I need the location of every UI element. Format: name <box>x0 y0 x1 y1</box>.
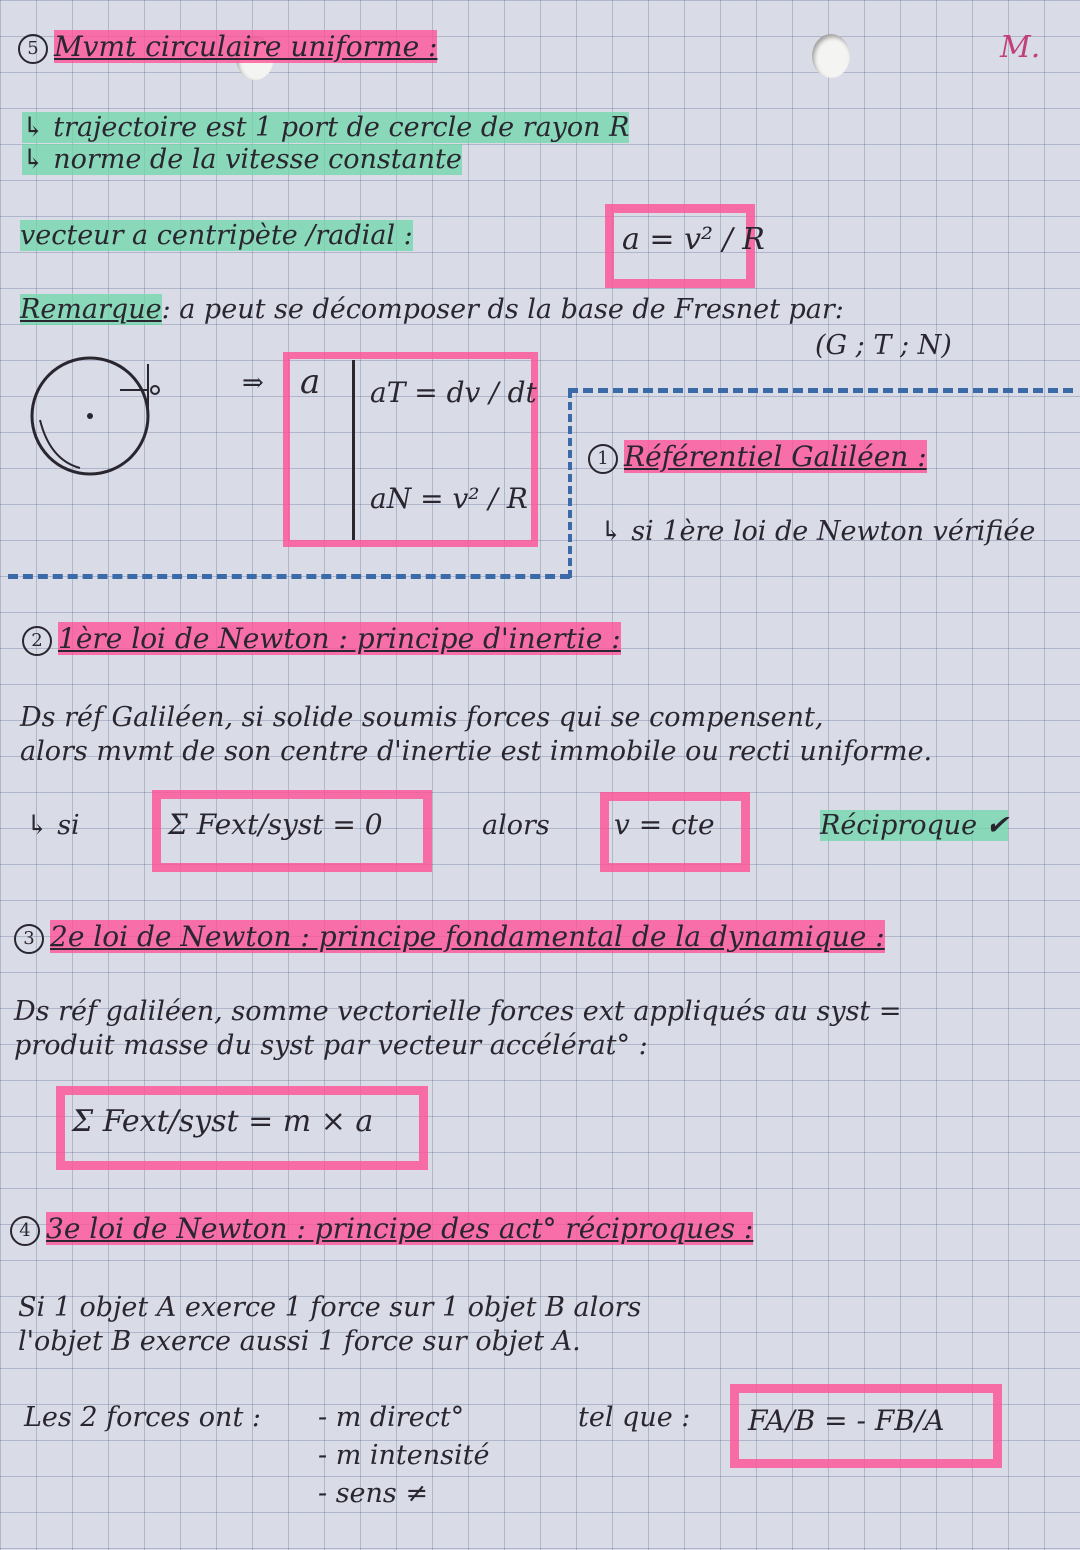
page-number: M. <box>1000 30 1041 65</box>
newton3-prop-direction: - m direct° <box>318 1402 465 1433</box>
newton1-condition-prefix: ↳ si <box>26 810 80 841</box>
newton3-prop-sense: - sens ≠ <box>318 1478 428 1509</box>
remark-line <box>20 292 844 328</box>
newton3-number: 4 <box>10 1216 40 1246</box>
normal-component: aN = v² / R <box>370 482 528 515</box>
newton1-result: v = cte <box>614 808 715 841</box>
newton1-then: alors <box>482 810 550 841</box>
newton1-number: 2 <box>22 626 52 656</box>
rotation-arc <box>40 420 80 468</box>
newton1-line2: alors mvmt de son centre d'inertie est immobile ou recti uniforme. <box>20 736 933 767</box>
bullet-trajectory <box>22 110 629 146</box>
newton2-number: 3 <box>14 924 44 954</box>
newton3-title <box>10 1212 753 1246</box>
tangential-component: aT = dv / dt <box>370 376 537 409</box>
remark-label: Remarque <box>20 294 162 325</box>
newton1-reciprocal <box>820 808 1008 844</box>
bullet-speed-text: ↳ norme de la vitesse constante <box>22 144 462 175</box>
bullet-speed <box>22 142 462 178</box>
vector-line-text: vecteur a centripète /radial : <box>20 220 413 251</box>
section-uniform-title <box>18 30 437 64</box>
referentiel-title <box>588 440 927 474</box>
punch-hole-right <box>812 34 850 78</box>
referentiel-text: ↳ si 1ère loi de Newton vérifiée <box>600 516 1036 547</box>
bullet-trajectory-text: ↳ trajectoire est 1 port de cercle de rayon R <box>22 112 630 143</box>
frenet-basis: (G ; T ; N) <box>815 330 952 361</box>
remark-text: : a peut se décomposer ds la base de Fresnet par: <box>161 294 844 325</box>
newton2-formula: Σ Fext/syst = m × a <box>72 1104 374 1139</box>
newton3-title-text: 3e loi de Newton : principe des act° réciproques : <box>46 1212 754 1245</box>
decomposition-vector: a <box>300 362 321 402</box>
newton2-title <box>14 920 885 954</box>
vector-line <box>20 218 413 254</box>
section-number: 5 <box>18 34 48 64</box>
newton3-formula: FA/B = - FB/A <box>748 1404 945 1437</box>
newton3-prop-intensity: - m intensité <box>318 1440 490 1471</box>
newton1-line1: Ds réf Galiléen, si solide soumis forces qui se compensent, <box>20 702 824 733</box>
newton3-line1: Si 1 objet A exerce 1 force sur 1 objet B alors <box>18 1292 642 1323</box>
newton2-line1: Ds réf galiléen, somme vectorielle forces ext appliqués au syst = <box>14 996 902 1027</box>
center-dot <box>87 413 93 419</box>
dashed-separator-vertical <box>568 390 572 578</box>
section-title-text: Mvmt circulaire uniforme : <box>54 30 438 63</box>
centripetal-formula: a = v² / R <box>622 222 765 257</box>
newton1-condition: Σ Fext/syst = 0 <box>168 808 383 841</box>
newton1-reciprocal-text: Réciproque ✔ <box>820 810 1009 841</box>
newton1-title <box>22 622 621 656</box>
circle-diagram <box>30 350 180 480</box>
newton2-title-text: 2e loi de Newton : principe fondamental de la dynamique : <box>50 920 885 953</box>
dashed-separator-bottom <box>8 574 570 579</box>
referentiel-title-text: Référentiel Galiléen : <box>624 440 927 473</box>
newton3-line2: l'objet B exerce aussi 1 force sur objet A. <box>18 1326 581 1357</box>
dashed-separator-top <box>568 388 1073 393</box>
newton3-forces-prefix: Les 2 forces ont : <box>24 1402 261 1433</box>
point-g <box>151 386 159 394</box>
newton1-title-text: 1ère loi de Newton : principe d'inertie : <box>58 622 621 655</box>
newton2-line2: produit masse du syst par vecteur accélérat° : <box>14 1030 648 1061</box>
arrow-implies: ⇒ <box>242 368 264 398</box>
decomposition-divider <box>352 360 355 540</box>
newton3-such-that: tel que : <box>578 1402 691 1433</box>
referentiel-number: 1 <box>588 444 618 474</box>
